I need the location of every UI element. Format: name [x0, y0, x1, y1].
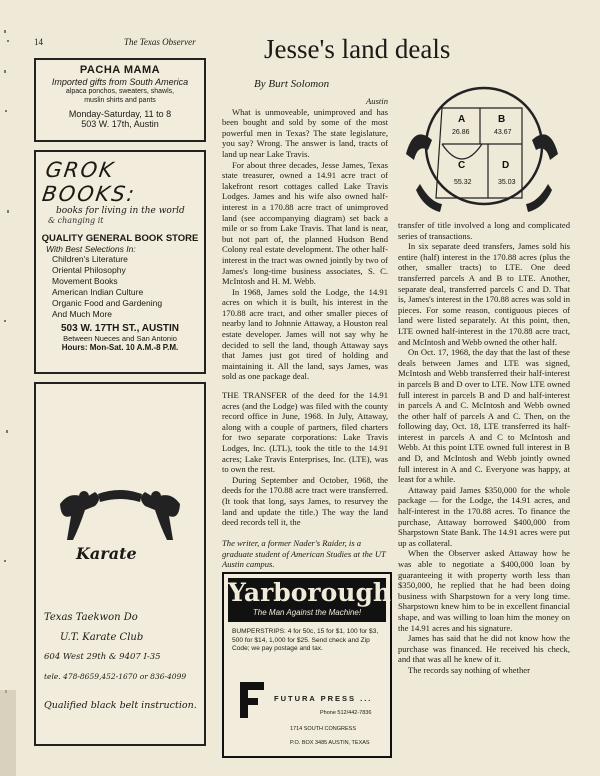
- paragraph: James has said that he did not know how the purchase was financed. He received his check, and that was all he knew of it.: [398, 633, 570, 665]
- grok-tagline-2: & changing it: [48, 216, 104, 225]
- section-lead: THE TRANSFER: [222, 390, 288, 401]
- yarborough-banner: [228, 578, 392, 622]
- karate-line-4: tele. 478-8659,452-1670 or 836-4099: [44, 672, 187, 681]
- author-note: The writer, a former Nader's Raider, is a graduate student of American Studies at the UT Austin campus.: [222, 538, 386, 570]
- bumperstrips-text: BUMPERSTRIPS: 4 for 50c, 15 for $1, 100 for $3, 500 for $14, 1,000 for $25. Send check and Zip Code; we pay postage and tax.: [232, 628, 379, 652]
- grok-selection: And Much More: [52, 309, 112, 319]
- grok-between: Between Nueces and San Antonio: [63, 334, 177, 343]
- parcel-d-acres: 35.03: [498, 179, 516, 186]
- yarborough-slogan: The Man Against the Machine!: [252, 608, 362, 617]
- publication-name: The Texas Observer: [124, 37, 196, 47]
- paragraph: What is unmoveable, unimproved and has been bought and sold by some of the most powerful men in Texas? The state legislature, you say? Wrong. The answer is land, tracts of land up near Lake Travis.: [222, 106, 388, 159]
- article-byline: By Burt Solomon: [254, 78, 330, 90]
- paragraph: On Oct. 17, 1968, the day that the last of these deals between James and LTE was signed, McIntosh and Webb transferred their half-interest in parcels B and D over to LTE. Now LTE owned full interest in parcels B and D and half-interest in parcels A and C. McIntosh and Webb owned the other half of parcels A and C. Then, on the following day, Oct. 18, LTE transferred its half-interest in parcels A and C to McIntosh and Webb. At this point LTE owned full interest in B and D, and McIntosh and Webb jointly owned full interest in A and C. Everyone was happy, at least for a while.: [398, 347, 570, 485]
- ad-items-2: muslin shirts and pants: [84, 97, 156, 104]
- karate-banner: Karate: [76, 544, 137, 563]
- article-column-2: [398, 220, 570, 676]
- karate-line-3: 604 West 29th & 9407 I-35: [44, 652, 161, 662]
- paragraph: For about three decades, Jesse James, Texas state treasurer, owned a 14.91 acre tract of lakefront resort cottages called Lake Travis Lodges. James and his wife also owned half-interest in a 170.88 acre tract of unimproved land (see accompanying diagram) set back a mile or so from Lake Travis. That land is near, but not part of, the planned Hudson Bend Colony real estate development. The other half-interest in the tract was owned jointly by two of James's long-time business associates, S. C. McIntosh and H. M. Webb.: [222, 159, 388, 287]
- grok-books-ad: [34, 150, 206, 374]
- paragraph: transfer of title involved a long and complicated series of transactions.: [398, 220, 570, 241]
- binding-edge-marks: [0, 0, 16, 776]
- parcel-b-acres: 43.67: [494, 129, 512, 136]
- yarborough-title: Yarborough: [228, 578, 392, 607]
- yarborough-ad: [222, 572, 392, 758]
- futura-press-name: FUTURA PRESS ...: [274, 694, 373, 703]
- futura-box: P.O. BOX 3485 AUSTIN, TEXAS: [290, 740, 370, 746]
- grok-selection: Movement Books: [52, 276, 118, 286]
- paragraph: In six separate deed transfers, James sold his entire (half) interest in the 170.88 acres (plus the other, smaller tracts) to LTE. One deed transferred parcels A and B to LTE. Another, separate deal, transferred parcels C and D. That is, James's interest in the 170.88 acres was sold in pieces. For some reason, contiguous pieces of land were listed separately. At this point, then, LTE owned half-interest in the 170.88 acre tract, and McIntosh and Webb owned the other half.: [398, 241, 570, 347]
- futura-phone: Phone 512/442-7836: [320, 710, 372, 716]
- ad-address: 503 W. 17th, Austin: [81, 119, 159, 129]
- grok-selection: Oriental Philosophy: [52, 265, 126, 275]
- futura-press-logo-icon: [238, 680, 268, 720]
- parcel-a-label: A: [458, 114, 466, 125]
- karate-line-1: Texas Taekwon Do: [44, 612, 138, 623]
- grok-selection: American Indian Culture: [52, 287, 144, 297]
- paragraph: When the Observer asked Attaway how he was able to negotiate a $400,000 loan by guaranteeing it with property worth less than $350,000, he replied that he had been doing business with Sharpstown for a very long time. Sharpstown knew him to be in excellent financial shape, and was willing to loan him the money on the 14.91 acres and his signature.: [398, 548, 570, 633]
- dateline: Austin: [366, 96, 388, 106]
- ad-hours: Monday-Saturday, 11 to 8: [68, 109, 172, 119]
- grok-logo: GROK BOOKS:: [40, 158, 138, 206]
- paragraph: The records say nothing of whether: [408, 664, 530, 675]
- futura-street: 1714 SOUTH CONGRESS: [290, 726, 357, 732]
- grok-hours: Hours: Mon-Sat. 10 A.M.-8 P.M.: [61, 343, 179, 352]
- article-column-1: [222, 96, 388, 528]
- grok-heading: QUALITY GENERAL BOOK STORE: [41, 233, 199, 244]
- article-title: Jesse's land deals: [264, 34, 451, 64]
- ad-subtitle: Imported gifts from South America: [51, 77, 189, 87]
- parcel-diagram: [402, 84, 562, 218]
- ad-items: alpaca ponchos, sweaters, shawls,: [65, 88, 175, 95]
- parcel-c-label: C: [458, 160, 466, 171]
- parcel-d-label: D: [502, 160, 510, 171]
- karate-line-2: U.T. Karate Club: [60, 632, 144, 643]
- paragraph: During September and October, 1968, the deeds for the 170.88 acre tract were transferred. (It took that long, says James, to resurvey the land and update the title.) The way the land deed records tell it, the: [222, 474, 388, 528]
- grok-selection: Organic Food and Gardening: [52, 298, 163, 308]
- grok-selection: Children's Literature: [52, 254, 128, 264]
- page-number: 14: [34, 37, 43, 47]
- karate-line-5: Qualified black belt instruction.: [44, 700, 197, 711]
- paragraph: THE TRANSFER of the deed for the 14.91 acres (and the Lodge) was filed with the county record office in June, 1968. In July, Attaway, along with a couple of partners, filed charters for two separate corporations: Lake Travis Lodges, Inc. (LTL), took the title to the 14.91 acres; Lake Travis Enterprises, Inc. (LTE), was to own the rest.: [222, 390, 388, 475]
- grok-tagline: books for living in the world: [56, 206, 185, 216]
- parcel-a-acres: 26.86: [452, 129, 470, 136]
- pacha-mama-ad: [34, 58, 206, 142]
- paragraph: Attaway paid James $350,000 for the whole package — for the Lodge, the 14.91 acres, and half-interest in the 170.88 acres. To finance the purchase, Attaway borrowed $400,000 from Sharpstown State Bank. The 14.91 acres were put up as collateral.: [398, 484, 570, 548]
- karate-ad: [34, 382, 206, 746]
- paragraph: In 1968, James sold the Lodge, the 14.91 acres on which it is built, his interest in the 170.88 acre tract, and other smaller pieces of nearby land to Johnnie Attaway, a Houston real estate developer. James will not say why he decided to sell the land, though Attaway says that James just got tired of holding and maintaining it. All the land, says James, was sold as one package deal.: [222, 286, 388, 382]
- parcel-c-acres: 55.32: [454, 179, 472, 186]
- ad-title: PACHA MAMA: [79, 64, 161, 76]
- grok-with-best: With Best Selections In:: [46, 244, 136, 254]
- grok-address: 503 W. 17TH ST., AUSTIN: [61, 323, 179, 334]
- parcel-b-label: B: [498, 114, 506, 125]
